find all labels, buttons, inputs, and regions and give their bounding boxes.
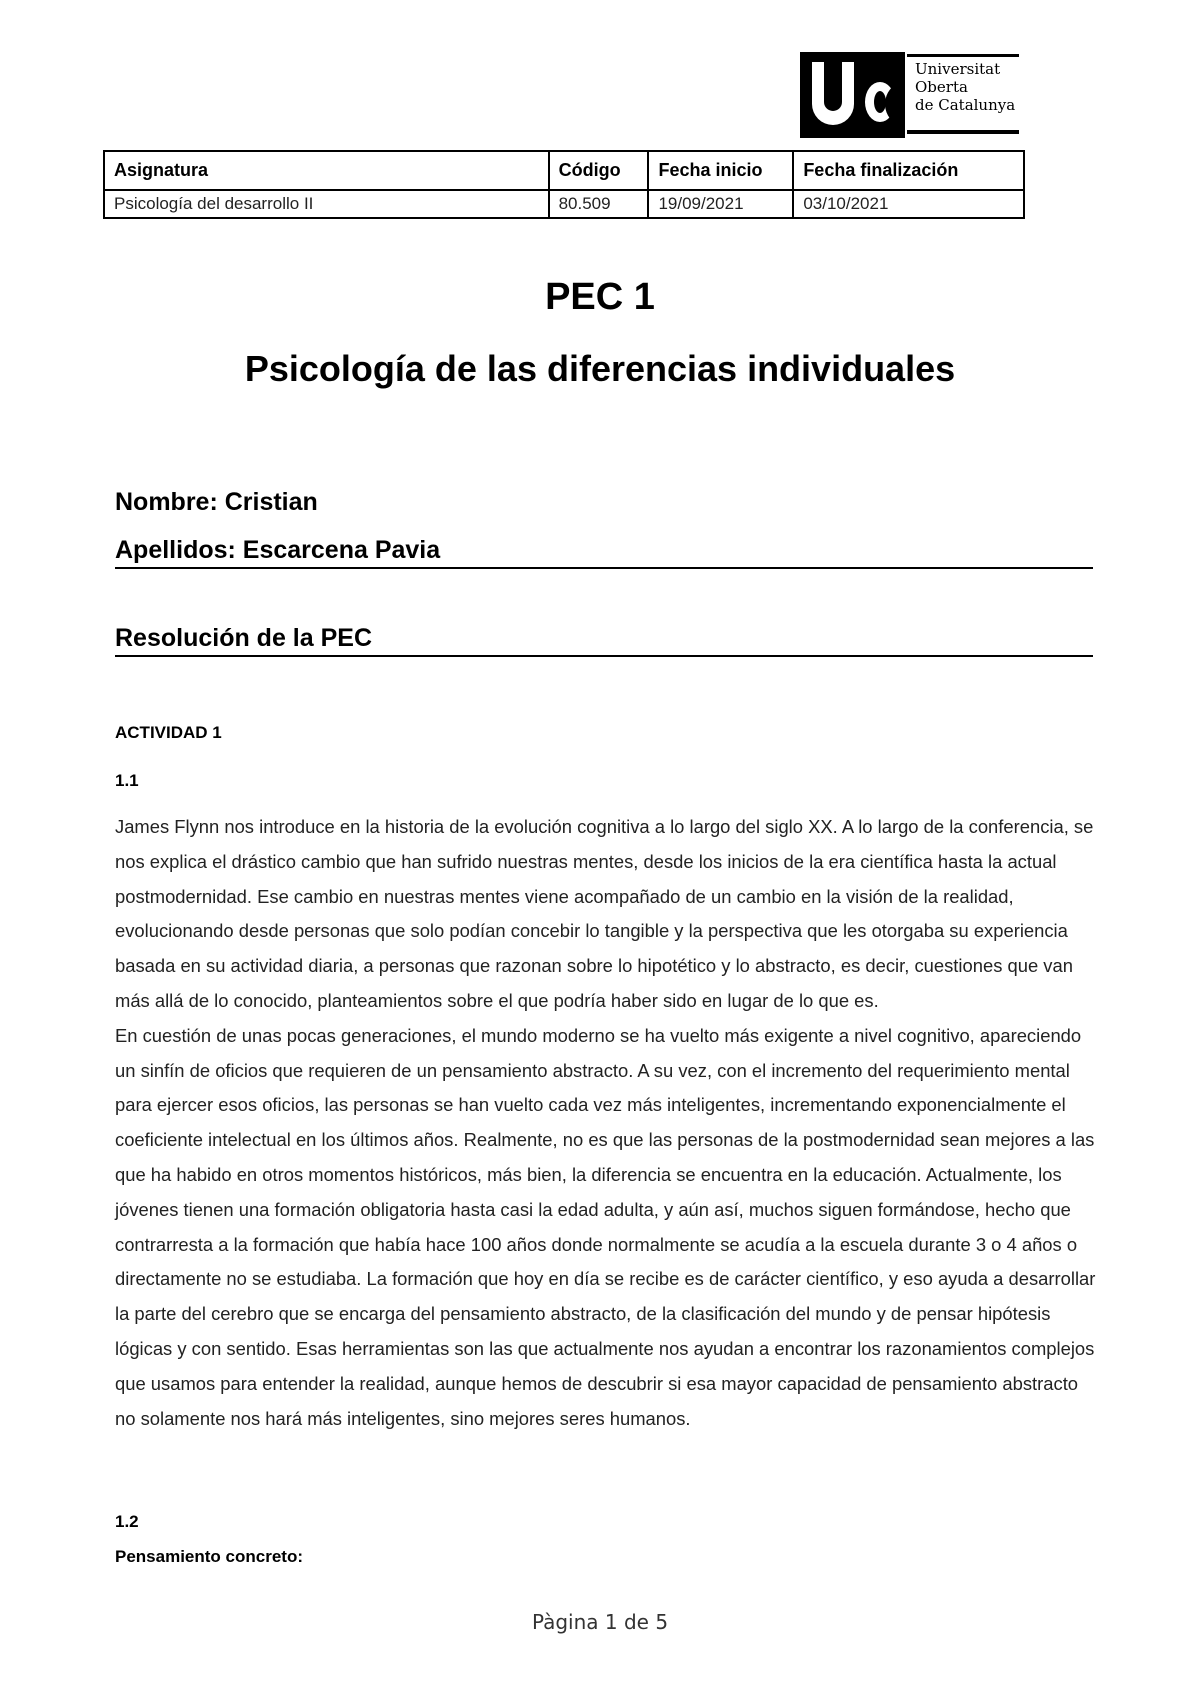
subsection-heading: 1.1 [115,771,139,790]
divider [115,655,1093,657]
header-codigo: Código [549,151,649,190]
document-title: PEC 1 [545,276,655,318]
header-asignatura: Asignatura [104,151,549,190]
student-name: Nombre: Cristian [115,488,318,516]
subsection-heading: 1.2 [115,1512,139,1531]
logo-text [915,60,1015,114]
paragraph: En cuestión de unas pocas generaciones, el mundo moderno se ha vuelto más exigente a nivel cognitivo, apareciendo un sinfín de oficios que requieren de un pensamiento abstracto. A su vez, con el incremento del requerimiento mental para ejercer esos oficios, las personas se han vuelto cada vez más inteligentes, incrementando exponencialmente el coeficiente intelectual en los últimos años. Realmente, no es que las personas de la postmodernidad sean mejores a las que ha habido en otros momentos históricos, más bien, la diferencia se encuentra en la educación. Actualmente, los jóvenes tienen una formación obligatoria hasta casi la edad adulta, y aún así, muchos siguen formándose, hecho que contrarresta a la formación que había hace 100 años donde normalmente se acudía a la escuela durante 3 o 4 años o directamente no se estudiaba. La formación que hoy en día se recibe es de carácter científico, y eso ayuda a desarrollar la parte del cerebro que se encarga del pensamiento abstracto, de la clasificación del mundo y de pensar hipótesis lógicas y con sentido. Esas herramientas son las que actualmente nos ayudan a encontrar los razonamientos complejos que usamos para entender la realidad, aunque hemos de descubrir si esa mayor capacidad de pensamiento abstracto no solamente nos hará más inteligentes, sino mejores seres humanos. [115,1024,1096,1429]
cell-fecha-finalizacion: 03/10/2021 [793,190,1024,218]
divider [115,567,1093,569]
course-info-table [103,150,1025,219]
page-number: Pàgina 1 de 5 [531,1610,669,1634]
header-fecha-finalizacion: Fecha finalización [793,151,1024,190]
document-subtitle: Psicología de las diferencias individuales [244,348,956,389]
section-title: Resolución de la PEC [115,624,373,652]
body-text [115,810,1100,1436]
student-surnames: Apellidos: Escarcena Pavia [115,536,441,564]
cell-codigo: 80.509 [549,190,649,218]
logo-rule-top [907,54,1019,57]
table-row [104,190,1024,218]
cell-asignatura: Psicología del desarrollo II [104,190,549,218]
concrete-thinking-heading: Pensamiento concreto: [115,1547,303,1566]
logo-rule-bottom [907,130,1019,134]
header-fecha-inicio: Fecha inicio [648,151,793,190]
logo-line-2: Oberta [915,78,968,96]
logo-line-3: de Catalunya [915,96,1016,114]
paragraph: James Flynn nos introduce en la historia de la evolución cognitiva a lo largo del siglo XX. A lo largo de la conferencia, se nos explica el drástico cambio que han sufrido nuestras mentes, desde los inicios de la era científica hasta la actual postmodernidad. Ese cambio en nuestras mentes viene acompañado de un cambio en la visión de la realidad, evolucionando desde personas que solo podían concebir lo tangible y la perspectiva que les otorgaba su experiencia basada en su actividad diaria, a personas que razonan sobre lo hipotético y lo abstracto, es decir, cuestiones que van más allá de lo conocido, planteamientos sobre el que podría haber sido en lugar de lo que es. [115,816,1094,1011]
logo-line-1: Universitat [915,60,1001,78]
table-header-row [104,151,1024,190]
activity-heading: ACTIVIDAD 1 [115,723,222,742]
cell-fecha-inicio: 19/09/2021 [648,190,793,218]
